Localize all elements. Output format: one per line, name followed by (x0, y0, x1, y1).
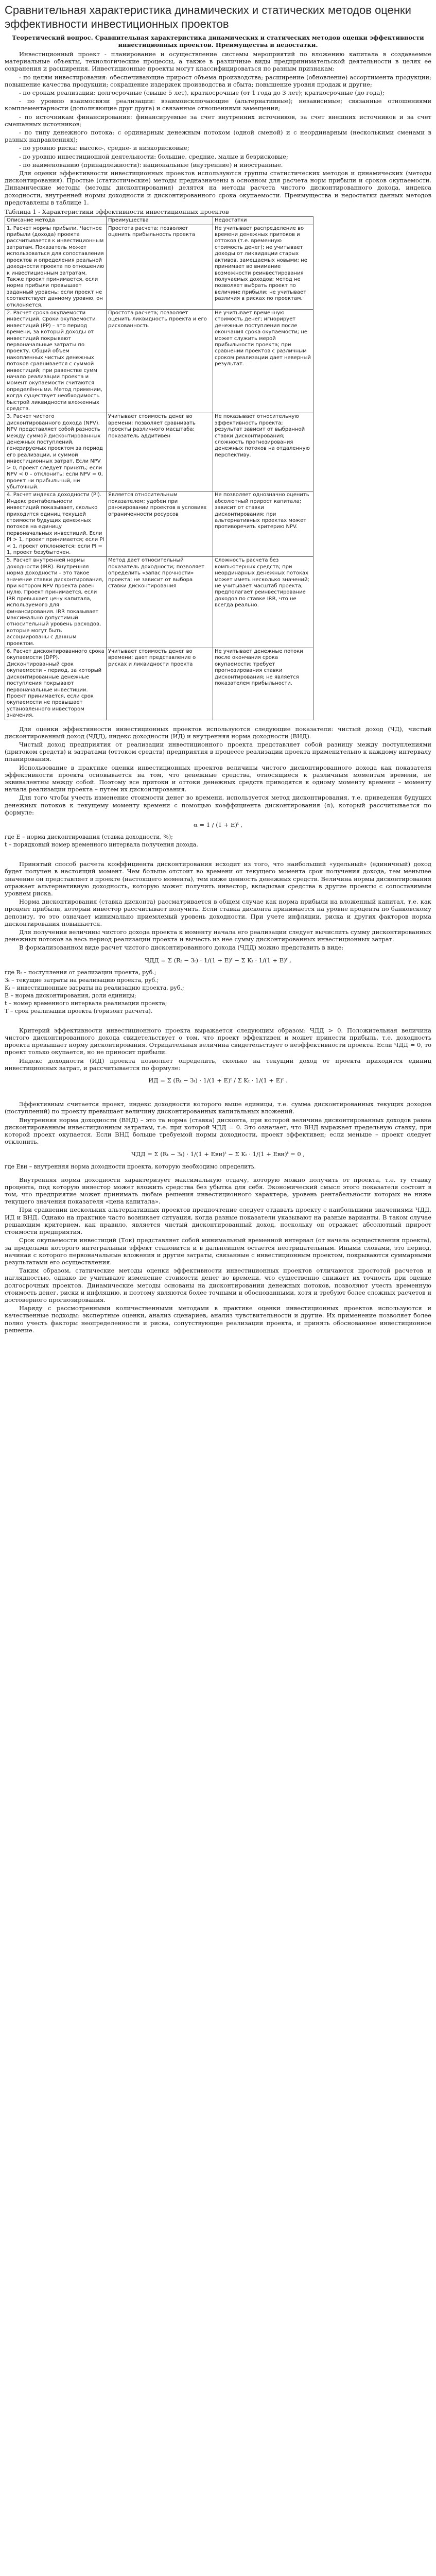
table-row (5, 557, 313, 648)
table-row (5, 413, 313, 492)
paragraph: Зₜ – текущие затраты на реализацию проекта, руб.; (5, 976, 159, 984)
table-header-cell: Преимущества (107, 217, 213, 225)
paragraph: где E – норма дисконтирования (ставка доходности, %); (5, 834, 173, 841)
section-after-table (5, 725, 431, 816)
paragraph: - по уровню инвестиционной деятельности: большие, средние, малые и безрисковые; (19, 152, 288, 160)
table-cell: Не учитывает распределение во времени денежных притоков и оттоков (т.е. временную стоимость денег); не учитывает доходы от ликвидации старых активов, замещаемых новыми; не принимает во внимание возможности реинвестирования получаемых доходов; метод не позволяет выбрать проект по величине прибыли; не учитывает различия в рисках по проектам. (213, 225, 313, 309)
table-row (5, 492, 313, 557)
formula-discount-factor: α = 1 / (1 + E)ᵗ , (194, 821, 242, 828)
table-cell: Простота расчета; позволяет оценить прибыльность проекта (107, 225, 213, 309)
paragraph: Для того чтобы учесть изменение стоимости денег во времени, используется метод дисконтирования, т.е. приведения будущих денежных потоков к текущему моменту времени с помощью коэффициента дисконтирования (α), который рассчитывается по формуле: (5, 794, 431, 816)
paragraph: - по целям инвестирования: обеспечивающие прирост объема производства; расширение (обновление) ассортимента продукции; повышение качества продукции; сокращение издержек производства и сбыта; повышение уровня продаж и другие; (5, 73, 431, 88)
section-irr (5, 1100, 431, 1145)
paragraph: Использование в практике оценки инвестиционных проектов величины чистого дисконтированного дохода как показателя эффективности проекта основывается на том, что денежные средства, относящиеся к различным моментам времени, не эквивалентны между собой. Поэтому все притоки и оттоки денежных средств приводятся к одному моменту времени – моменту начала реализации проекта – путем их дисконтирования. (5, 764, 431, 793)
table-row (5, 309, 313, 413)
table-caption: Таблица 1 - Характеристики эффективности инвестиционных проектов (5, 208, 229, 216)
topic-heading: Теоретический вопрос. Сравнительная характеристика динамических и статических методов оценки эффективности инвестиционных проектов. Преимущества и недостатки. (12, 34, 424, 48)
paragraph: Срок окупаемости инвестиций (Ток) представляет собой минимальный временной интервал (от начала осуществления проекта), за пределами которого интегральный эффект становится и в дальнейшем остается неотрицательным. Иными словами, это период, начиная с которого первоначальные вложения и другие затраты, связанные с инвестиционным проектом, покрываются суммарными результатами его осуществления. (5, 1236, 431, 1266)
methods-table (5, 216, 313, 720)
table-cell: Учитывает стоимость денег во времени; позволяет сравнивать проекты различного масштаба; показатель аддитивен (107, 413, 213, 492)
table-cell: Простота расчета; позволяет оценить ликвидность проекта и его рискованность (107, 309, 213, 413)
paragraph: Kₜ – инвестиционные затраты на реализацию проекта, руб.; (5, 984, 184, 991)
paragraph: - по источникам финансирования: финансируемые за счет внутренних источников, за счет внешних источников и за счет смешанных источников; (5, 113, 431, 128)
table-cell: Является относительным показателем; удобен при ранжировании проектов в условиях ограниченности ресурсов (107, 492, 213, 557)
paragraph: Для получения величины чистого дохода проекта к моменту начала его реализации следует вычислить сумму дисконтированных денежных потоков за весь период реализации проекта и вычесть из нее сумму дисконтированных инвестиционных затрат. (5, 928, 431, 943)
paragraph: Индекс доходности (ИД) проекта позволяет определить, сколько на текущий доход от проекта приходится единиц инвестиционных затрат, и рассчитывается по формуле: (5, 1057, 431, 1072)
section-npv (5, 860, 431, 951)
paragraph: - по наименованию (принадлежности): национальные (внутренние) и иностранные. (19, 161, 283, 168)
paragraph: Таким образом, статические методы оценки эффективности инвестиционных проектов отличаются простотой расчетов и наглядностью, однако не учитывают изменение стоимости денег во времени, что существенно снижает их точность при оценке долгосрочных проектов. Динамические методы основаны на дисконтировании денежных потоков, позволяют учесть временную стоимость денег, риски и инфляцию, и поэтому являются более точными и обоснованными, хотя и требуют более сложных расчетов и достоверного прогнозирования. (5, 1267, 431, 1303)
paragraph: E – норма дисконтирования, доли единицы; (5, 992, 136, 999)
paragraph: Для оценки эффективности инвестиционных проектов используются следующие показатели: чистый доход (ЧД), чистый дисконтированный доход (ЧДД), индекс доходности (ИД) и внутренняя норма доходности (ВНД). (5, 725, 431, 740)
intro-section (5, 50, 431, 206)
paragraph: Эффективным считается проект, индекс доходности которого выше единицы, т.е. сумма дисконтированных текущих доходов (поступлений) по проекту превышает величину дисконтированных капитальных вложений. (5, 1100, 431, 1115)
formula-pi: ИД = Σ (Rₜ − Зₜ) · 1/(1 + E)ᵗ / Σ Kₜ · 1/(1 + E)ᵗ . (148, 1077, 288, 1084)
paragraph: Критерий эффективности инвестиционного проекта выражается следующим образом: ЧДД > 0. Положительная величина чистого дисконтированного дохода свидетельствует о том, что проект эффективен и может принести прибыль, т.е. доходность проекта превышает норму дисконтирования. Отрицательная величина свидетельствует о неэффективности проекта. Если ЧДД = 0, то проект только окупается, но не приносит прибыли. (5, 1026, 431, 1056)
table-cell: 2. Расчет срока окупаемости инвестиций. Сроки окупаемости инвестиций (PP) – это период времени, за который доходы от инвестиций покрывают первоначальные затраты по проекту. Общий объем накопленных чистых денежных потоков сравнивается с суммой инвестиций; при равенстве сумм начало реализации проекта и момент окупаемости считаются определёнными. Метод применим, когда существует необходимость быстрой ликвидности вложенных средств. (5, 309, 107, 413)
table-body (5, 225, 313, 720)
paragraph: Инвестиционный проект - планирование и осуществление системы мероприятий по вложению капитала в создаваемые материальные объекты, технологические процессы, а также в различные виды предпринимательской деятельности в целях ее сохранения и расширения. Инвестиционные проекты могут классифицироваться по разным признакам: (5, 50, 431, 73)
table-row (5, 648, 313, 720)
table-header-cell: Описание метода (5, 217, 107, 225)
paragraph: Принятый способ расчета коэффициента дисконтирования исходит из того, что наибольший «удельный» (единичный) доход будет получен в настоящий момент. Чем больше отстоит во времени от текущего момента срок получения дохода, тем меньшее значение он представляет в проекте (настоящего момента), тем ниже ценность денежных средств. Величина нормы дисконтирования отражает альтернативную доходность, которую может получить инвестор, вкладывая средства в другие проекты с сопоставимым уровнем риска. (5, 860, 431, 897)
paragraph: Внутренняя норма доходности (ВНД) – это та норма (ставка) дисконта, при которой величина дисконтированных доходов равна дисконтированным инвестиционным затратам, т.е. при которой ЧДД = 0. Это означает, что ВНД выражает предельную ставку, при которой проект окупается. Если ВНД больше требуемой нормы доходности, проект эффективен; если меньше – проект следует отклонить. (5, 1116, 431, 1146)
formula-legend (5, 969, 431, 1015)
table-cell: Не позволяет однозначно оценить абсолютный прирост капитала; зависит от ставки дисконтирования; при альтернативных проектах может противоречить критерию NPV. (213, 492, 313, 557)
paragraph: t – порядковый номер временного интервала получения дохода. (5, 841, 198, 849)
paragraph: - по типу денежного потока: с ординарным денежным потоком (одной сменой) и с неординарным (несколькими сменами в разных направлениях); (5, 129, 431, 144)
table-row (5, 225, 313, 309)
formula-irr: ЧДД = Σ (Rₜ − Зₜ) · 1/(1 + Eвн)ᵗ − Σ Kₜ · 1/(1 + Eвн)ᵗ = 0 , (131, 1150, 305, 1158)
page-title: Сравнительная характеристика динамических и статических методов оценки эффективности инвестиционных проектов (5, 4, 411, 30)
paragraph: где Eвн – внутренняя норма доходности проекта, которую необходимо определить. (5, 1163, 256, 1170)
paragraph: В формализованном виде расчет чистого дисконтированного дохода (ЧДД) можно представить в виде: (19, 944, 344, 952)
table-cell: 1. Расчет нормы прибыли. Частное прибыли (дохода) проекта рассчитывается к инвестиционным затратам. Показатель может использоваться для сопоставления проектов и определения реальной доходности проекта по отношению к инвестиционным затратам. Также проект принимается, если норма прибыли превышает заданный уровень; если проект не соответствует данному уровню, он отклоняется. (5, 225, 107, 309)
table-cell: 5. Расчет внутренней нормы доходности (IRR). Внутренняя норма доходности – это такое значение ставки дисконтирования, при котором NPV проекта равен нулю. Проект принимается, если IRR превышает цену капитала, используемого для финансирования. IRR показывает максимально допустимый относительный уровень расходов, которые могут быть ассоциированы с данным проектом. (5, 557, 107, 648)
paragraph: - по уровню риска: высоко-, средне- и низкорисковые; (19, 144, 189, 152)
paragraph: t – номер временного интервала реализации проекта; (5, 999, 167, 1007)
paragraph: Норма дисконтирования (ставка дисконта) рассматривается в общем случае как норма прибыли на вложенный капитал, т.е. как процент прибыли, который инвестор рассчитывает получить. Если ставка дисконта принимается на уровне процента по банковскому депозиту, то это означает минимально приемлемый уровень доходности. При учете инфляции, риска и других факторов норма дисконтирования повышается. (5, 898, 431, 927)
paragraph: - по уровню взаимосвязи реализации: взаимоисключающие (альтернативные); независимые; связанные отношениями комплементарности (дополняющие друг друга) и связанные отношениями замещения; (5, 97, 431, 112)
table-header-cell: Недостатки (213, 217, 313, 225)
table-cell: 4. Расчет индекса доходности (PI). Индекс рентабельности инвестиций показывает, сколько приходится единиц текущей стоимости будущих денежных потоков на единицу первоначальных инвестиций. Если PI > 1, проект принимается; если PI < 1, проект отклоняется; если PI = 1, проект безубыточен. (5, 492, 107, 557)
table-cell: Учитывает стоимость денег во времени; дает представление о рисках и ликвидности проекта (107, 648, 213, 720)
paragraph: - по срокам реализации: долгосрочные (свыше 5 лет), краткосрочные (от 1 года до 3 лет); краткосрочные (до года); (19, 89, 385, 97)
table-cell: Сложность расчета без компьютерных средств; при неординарных денежных потоках может иметь несколько значений; не учитывает масштаб проекта; предполагает реинвестирование доходов по ставке IRR, что не всегда реально. (213, 557, 313, 648)
paragraph: где Rₜ – поступления от реализации проекта, руб.; (5, 969, 156, 976)
section-pi (5, 1027, 431, 1072)
table-cell: Не показывает относительную эффективность проекта; результат зависит от выбранной ставки дисконтирования; сложность прогнозирования денежных потоков на отдаленную перспективу. (213, 413, 313, 492)
table-header-row (5, 217, 313, 225)
table-cell: 3. Расчет чистого дисконтированного дохода (NPV). NPV представляет собой разность между суммой дисконтированных денежных поступлений, генерируемых проектом за период его реализации, и суммой инвестиционных затрат. Если NPV > 0, проект следует принять; если NPV < 0 – отклонить; если NPV = 0, проект ни прибыльный, ни убыточный. (5, 413, 107, 492)
formula-npv: ЧДД = Σ (Rₜ − Зₜ) · 1/(1 + E)ᵗ − Σ Kₜ · 1/(1 + E)ᵗ , (145, 956, 291, 964)
paragraph: Внутренняя норма доходности характеризует максимальную отдачу, которую можно получить от проекта, т.е. ту ставку процента, под которую инвестор может вложить средства без убытка для себя. Экономический смысл этого показателя состоит в том, что предприятие может принимать любые решения инвестиционного характера, уровень рентабельности которых не ниже текущего значения показателя «цена капитала». (5, 1176, 431, 1206)
table-cell: 6. Расчет дисконтированного срока окупаемости (DPP). Дисконтированный срок окупаемости – период, за который дисконтированные денежные поступления покрывают первоначальные инвестиции. Проект принимается, если срок окупаемости не превышает установленного инвестором значения. (5, 648, 107, 720)
paragraph: Чистый доход предприятия от реализации инвестиционного проекта представляет собой разницу между поступлениями (притоком средств) и затратами (оттоком средств) предприятия в процессе реализации проекта применительно к каждому интервалу планирования. (5, 740, 431, 763)
paragraph: Для оценки эффективности инвестиционных проектов используются группы статистических методов и динамических (методы дисконтирования). Простые (статистические) методы предназначены в основном для расчета норм прибыли и сроков окупаемости. Динамические методы (методы дисконтирования) делятся на методы расчета чистого дисконтированного дохода, индекса доходности, внутренней нормы доходности и дисконтированного срока окупаемости. Преимущества и недостатки данных методов представлены в таблице 1. (5, 170, 431, 206)
formula-legend (5, 834, 431, 849)
table-cell: Не учитывает временную стоимость денег; игнорирует денежные поступления после окончания срока окупаемости; не может служить мерой прибыльности проекта; при сравнении проектов с различным сроком реализации дает неверный результат. (213, 309, 313, 413)
table-cell: Метод дает относительный показатель доходности; позволяет определить «запас прочности» проекта; не зависит от выбора ставки дисконтирования (107, 557, 213, 648)
document-body (5, 50, 431, 1334)
paragraph: Наряду с рассмотренными количественными методами в практике оценки инвестиционных проектов используются и качественные подходы: экспертные оценки, анализ сценариев, анализ чувствительности и другие. Их применение позволяет более полно учесть факторы неопределенности и риска, сопутствующие реализации проекта, и принять обоснованное инвестиционное решение. (5, 1304, 431, 1334)
section-conclusion (5, 1176, 431, 1334)
paragraph: T – срок реализации проекта (горизонт расчета). (5, 1007, 153, 1014)
table-cell: Не учитывает денежные потоки после окончания срока окупаемости; требует прогнозирования ставки дисконтирования; не является показателем прибыльности. (213, 648, 313, 720)
paragraph: При сравнении нескольких альтернативных проектов предпочтение следует отдавать проекту с наибольшими значениями ЧДД, ИД и ВНД. Однако на практике часто возникает ситуация, когда разные показатели указывают на разные варианты. В таком случае решающим критерием, как правило, является чистый дисконтированный доход, поскольку он отражает абсолютный прирост стоимости предприятия. (5, 1206, 431, 1236)
formula-legend (5, 1163, 431, 1171)
